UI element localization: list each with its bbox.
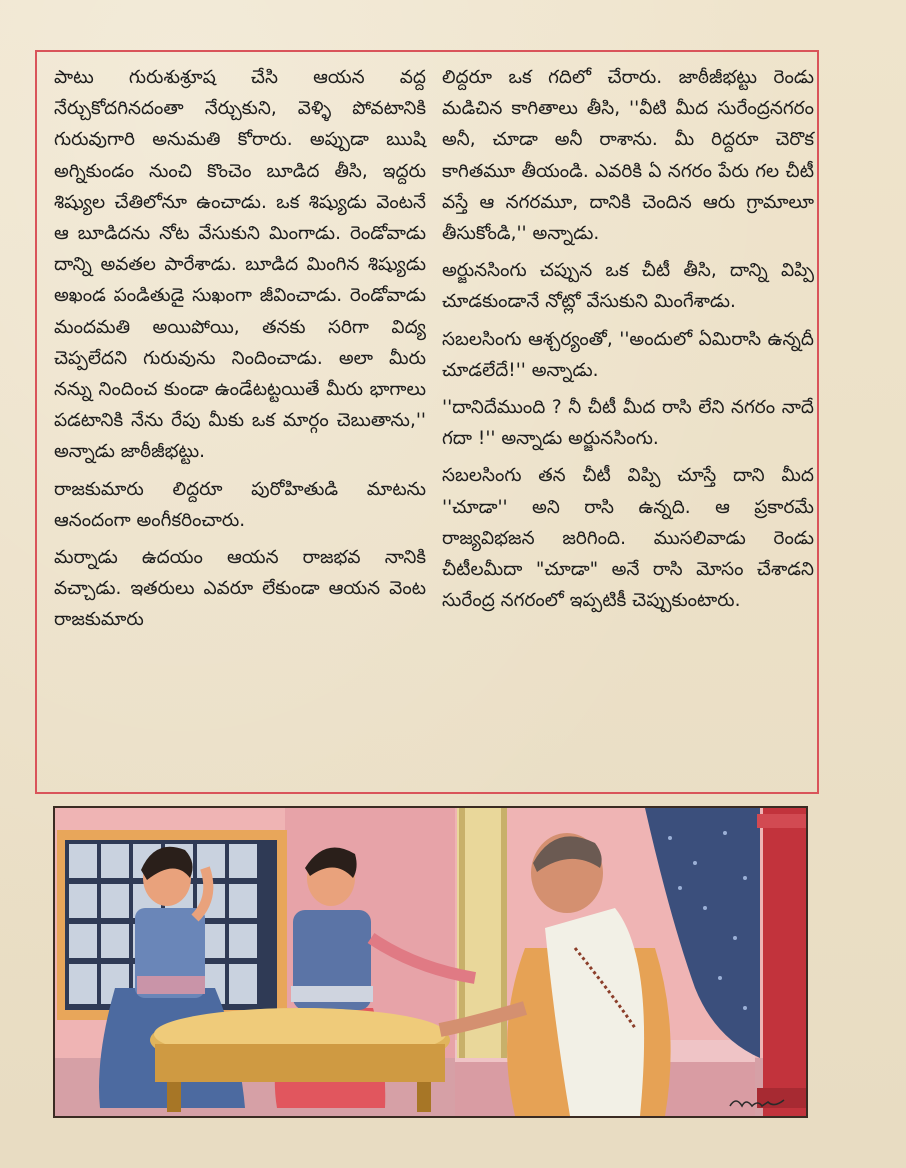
illustration-scene bbox=[55, 808, 806, 1116]
right-paragraph-3: సబలసింగు ఆశ్చర్యంతో, ''అందులో ఏమిరాసి ఉన్నదీ చూడలేదే!'' అన్నాడు. bbox=[442, 328, 814, 381]
artist-signature-icon bbox=[728, 1094, 788, 1112]
right-paragraph-5: సబలసింగు తన చీటీ విప్పి చూస్తే దాని మీద ''చూడా'' అని రాసి ఉన్నది. ఆ ప్రకారమే రాజ్యవిభజన జరిగింది. ముసలివాడు రెండు చీటీలమీదా "చూడా" అనే రాసి మోసం చేశాడని సురేంద్ర నగరంలో ఇప్పటికీ చెప్పుకుంటారు. bbox=[442, 465, 814, 612]
right-paragraph-4: ''దానిదేముంది ? నీ చీటీ మీద రాసి లేని నగరం నాదే గదా !'' అన్నాడు అర్జునసింగు. bbox=[442, 397, 814, 450]
right-text-column bbox=[442, 62, 814, 616]
text-frame bbox=[35, 50, 819, 794]
left-paragraph-2: రాజకుమారు లిద్దరూ పురోహితుడి మాటను ఆనందంగా అంగీకరించారు. bbox=[54, 478, 426, 531]
red-column bbox=[757, 808, 806, 1116]
left-text-column bbox=[54, 62, 426, 636]
left-paragraph-1: పాటు గురుశుశ్రూష చేసి ఆయన వద్ద నేర్చుకోదగినదంతా నేర్చుకుని, వెళ్ళి పోవటానికి గురువుగారి అనుమతి కోరారు. అప్పుడా ఋషి అగ్నికుండం నుంచి కొంచెం బూడిద తీసి, ఇద్దరు శిష్యుల చేతిలోనూ ఉంచాడు. ఒక శిష్యుడు వెంటనే ఆ బూడిదను నోట వేసుకుని మింగాడు. రెండోవాడు దాన్ని అవతల పారేశాడు. బూడిద మింగిన శిష్యుడు అఖండ పండితుడై సుఖంగా జీవించాడు. రెండోవాడు మందమతి అయిపోయి, తనకు సరిగా విద్య చెప్పలేదని గురువును నిందించాడు. అలా మీరు నన్ను నిందించ కుండా ఉండేటట్టయితే మీరు భాగాలు పడటానికి నేను రేపు మీకు ఒక మార్గం చెబుతాను,'' అన్నాడు జాఠీజీభట్టు. bbox=[54, 67, 426, 463]
right-paragraph-2: అర్జునసింగు చప్పున ఒక చీటీ తీసి, దాన్ని విప్పి చూడకుండానే నోట్లో వేసుకుని మింగేశాడు. bbox=[442, 260, 814, 313]
right-paragraph-1: లిద్దరూ ఒక గదిలో చేరారు. జాఠీజీభట్టు రెండు మడిచిన కాగితాలు తీసి, ''వీటి మీద సురేంద్రనగరం అనీ, చూడా అనీ రాశాను. మీ రిద్దరూ చెరొక కాగితమూ తీయండి. ఎవరికి ఏ నగరం పేరు గల చీటీ వస్తే ఆ నగరమూ, దానికి చెందిన ఆరు గ్రామాలూ తీసుకోండి,'' అన్నాడు. bbox=[442, 67, 814, 245]
left-paragraph-3: మర్నాడు ఉదయం ఆయన రాజభవ నానికి వచ్చాడు. ఇతరులు ఎవరూ లేకుండా ఆయన వెంట రాజకుమారు bbox=[54, 547, 426, 631]
story-illustration bbox=[53, 806, 808, 1118]
